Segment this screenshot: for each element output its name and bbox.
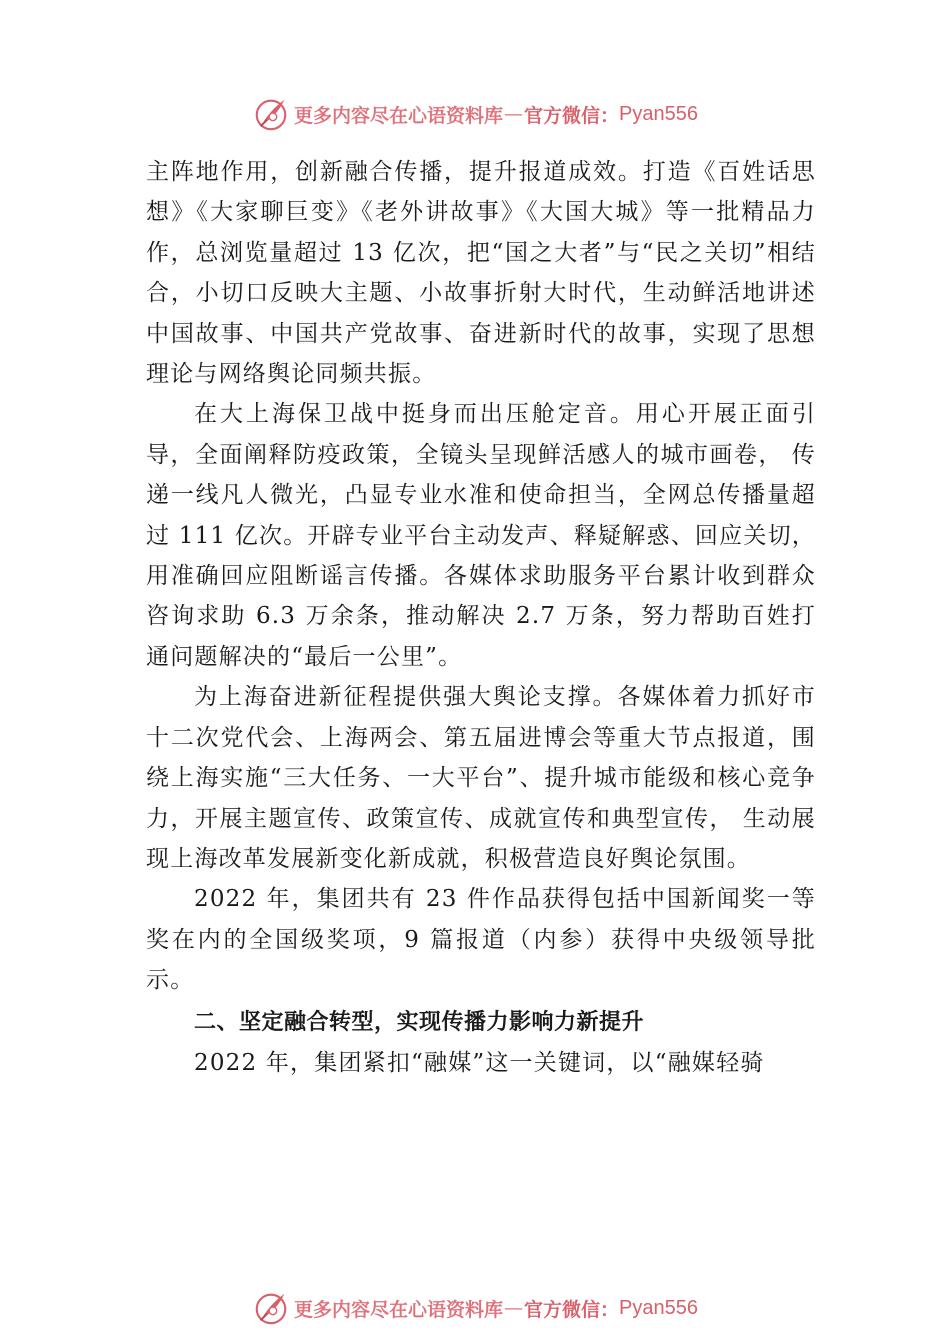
quill-logo-icon [252, 1289, 290, 1327]
paragraph-1: 主阵地作用，创新融合传播，提升报道成效。打造《百姓话思想》《大家聊巨变》《老外讲故事》《大国大城》等一批精品力作，总浏览量超过 13 亿次，把“国之大者”与“民之关切”相结合，小切口反映大主题、小故事折射大时代，生动鲜活地讲述中国故事、中国共产党故事、奋进新时代的故事，实现了思想理论与网络舆论同频共振。 [146, 159, 816, 388]
watermark-wechat-id: Pyan556 [619, 1296, 698, 1319]
document-body [146, 152, 816, 1083]
watermark-brand: 更多内容尽在心语资料库 [294, 1298, 504, 1321]
watermark-official-label: 官方微信： [524, 1298, 620, 1321]
watermark-dash: — [504, 103, 524, 125]
paragraph-2: 在大上海保卫战中挺身而出压舱定音。用心开展正面引导，全面阐释防疫政策，全镜头呈现鲜活感人的城市画卷， 传递一线凡人微光，凸显专业水准和使命担当，全网总传播量超过 111 亿次。开辟专业平台主动发声、释疑解惑、回应关切，用准确回应阻断谣言传播。各媒体求助服务平台累计收到群众咨询求助 6.3 万余条，推动解决 2.7 万条，努力帮助百姓打通问题解决的“最后一公里”。 [146, 401, 816, 670]
paragraph-4: 2022 年，集团共有 23 件作品获得包括中国新闻奖一等奖在内的全国级奖项，9 篇报道（内参）获得中央级领导批示。 [146, 886, 816, 994]
header-watermark [0, 94, 950, 134]
watermark-official-label: 官方微信： [524, 104, 620, 127]
footer-watermark [0, 1288, 950, 1328]
watermark-dash: — [504, 1297, 524, 1319]
paragraph-3: 为上海奋进新征程提供强大舆论支撑。各媒体着力抓好市十二次党代会、上海两会、第五届进博会等重大节点报道，围绕上海实施“三大任务、一大平台”、提升城市能级和核心竞争力，开展主题宣传、政策宣传、成就宣传和典型宣传， 生动展现上海改革发展新变化新成就，积极营造良好舆论氛围。 [146, 684, 816, 872]
paragraph-5: 2022 年，集团紧扣“融媒”这一关键词，以“融媒轻骑 [194, 1049, 765, 1076]
section-heading: 二、坚定融合转型，实现传播力影响力新提升 [194, 1009, 645, 1035]
watermark-brand: 更多内容尽在心语资料库 [294, 104, 504, 127]
quill-logo-icon [252, 95, 290, 133]
watermark-wechat-id: Pyan556 [619, 102, 698, 125]
